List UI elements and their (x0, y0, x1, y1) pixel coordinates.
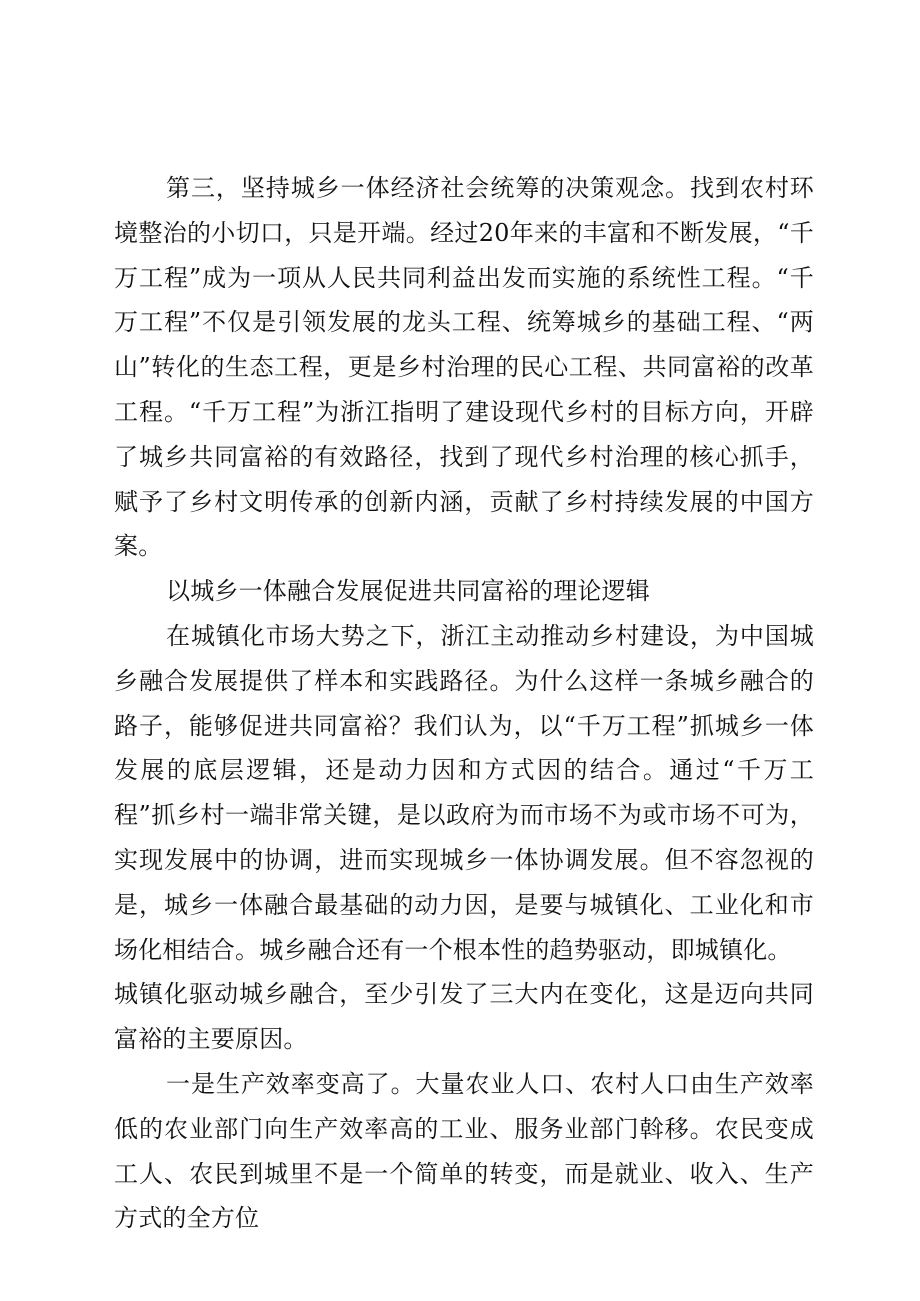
paragraph-urbanization-trend: 在城镇化市场大势之下，浙江主动推动乡村建设，为中国城乡融合发展提供了样本和实践路径。为什么这样一条城乡融合的路子，能够促进共同富裕？我们认为，以“千万工程”抓城乡一体发展的底层逻辑，还是动力因和方式因的结合。通过“千万工程”抓乡村一端非常关键，是以政府为而市场不为或市场不可为，实现发展中的协调，进而实现城乡一体协调发展。但不容忽视的是，城乡一体融合最基础的动力因，是要与城镇化、工业化和市场化相结合。城乡融合还有一个根本性的趋势驱动，即城镇化。 (114, 621, 814, 964)
paragraph-three-changes: 城镇化驱动城乡融合，至少引发了三大内在变化，这是迈向共同富裕的主要原因。 (114, 980, 814, 1054)
paragraph-productivity: 一是生产效率变高了。大量农业人口、农村人口由生产效率低的农业部门向生产效率高的工业、服务业部门斡移。农民变成工人、农民到城里不是一个简单的转变，而是就业、收入、生产方式的全方位 (114, 1069, 814, 1233)
section-heading: 以城乡一体融合发展促进共同富裕的理论逻辑 (166, 577, 650, 606)
document-body (114, 166, 814, 1241)
paragraph-third-principle: 第三，坚持城乡一体经济社会统筹的决策观念。找到农村环境整治的小切口，只是开端。经过20年来的丰富和不断发展，“千万工程”成为一项从人民共同利益出发而实施的系统性工程。“千万工程”不仅是引领发展的龙头工程、统筹城乡的基础工程、“两山”转化的生态工程，更是乡村治理的民心工程、共同富裕的改革工程。“千万工程”为浙江指明了建设现代乡村的目标方向，开辟了城乡共同富裕的有效路径，找到了现代乡村治理的核心抓手，赋予了乡村文明传承的创新内涵，贡献了乡村持续发展的中国方案。 (114, 174, 814, 561)
